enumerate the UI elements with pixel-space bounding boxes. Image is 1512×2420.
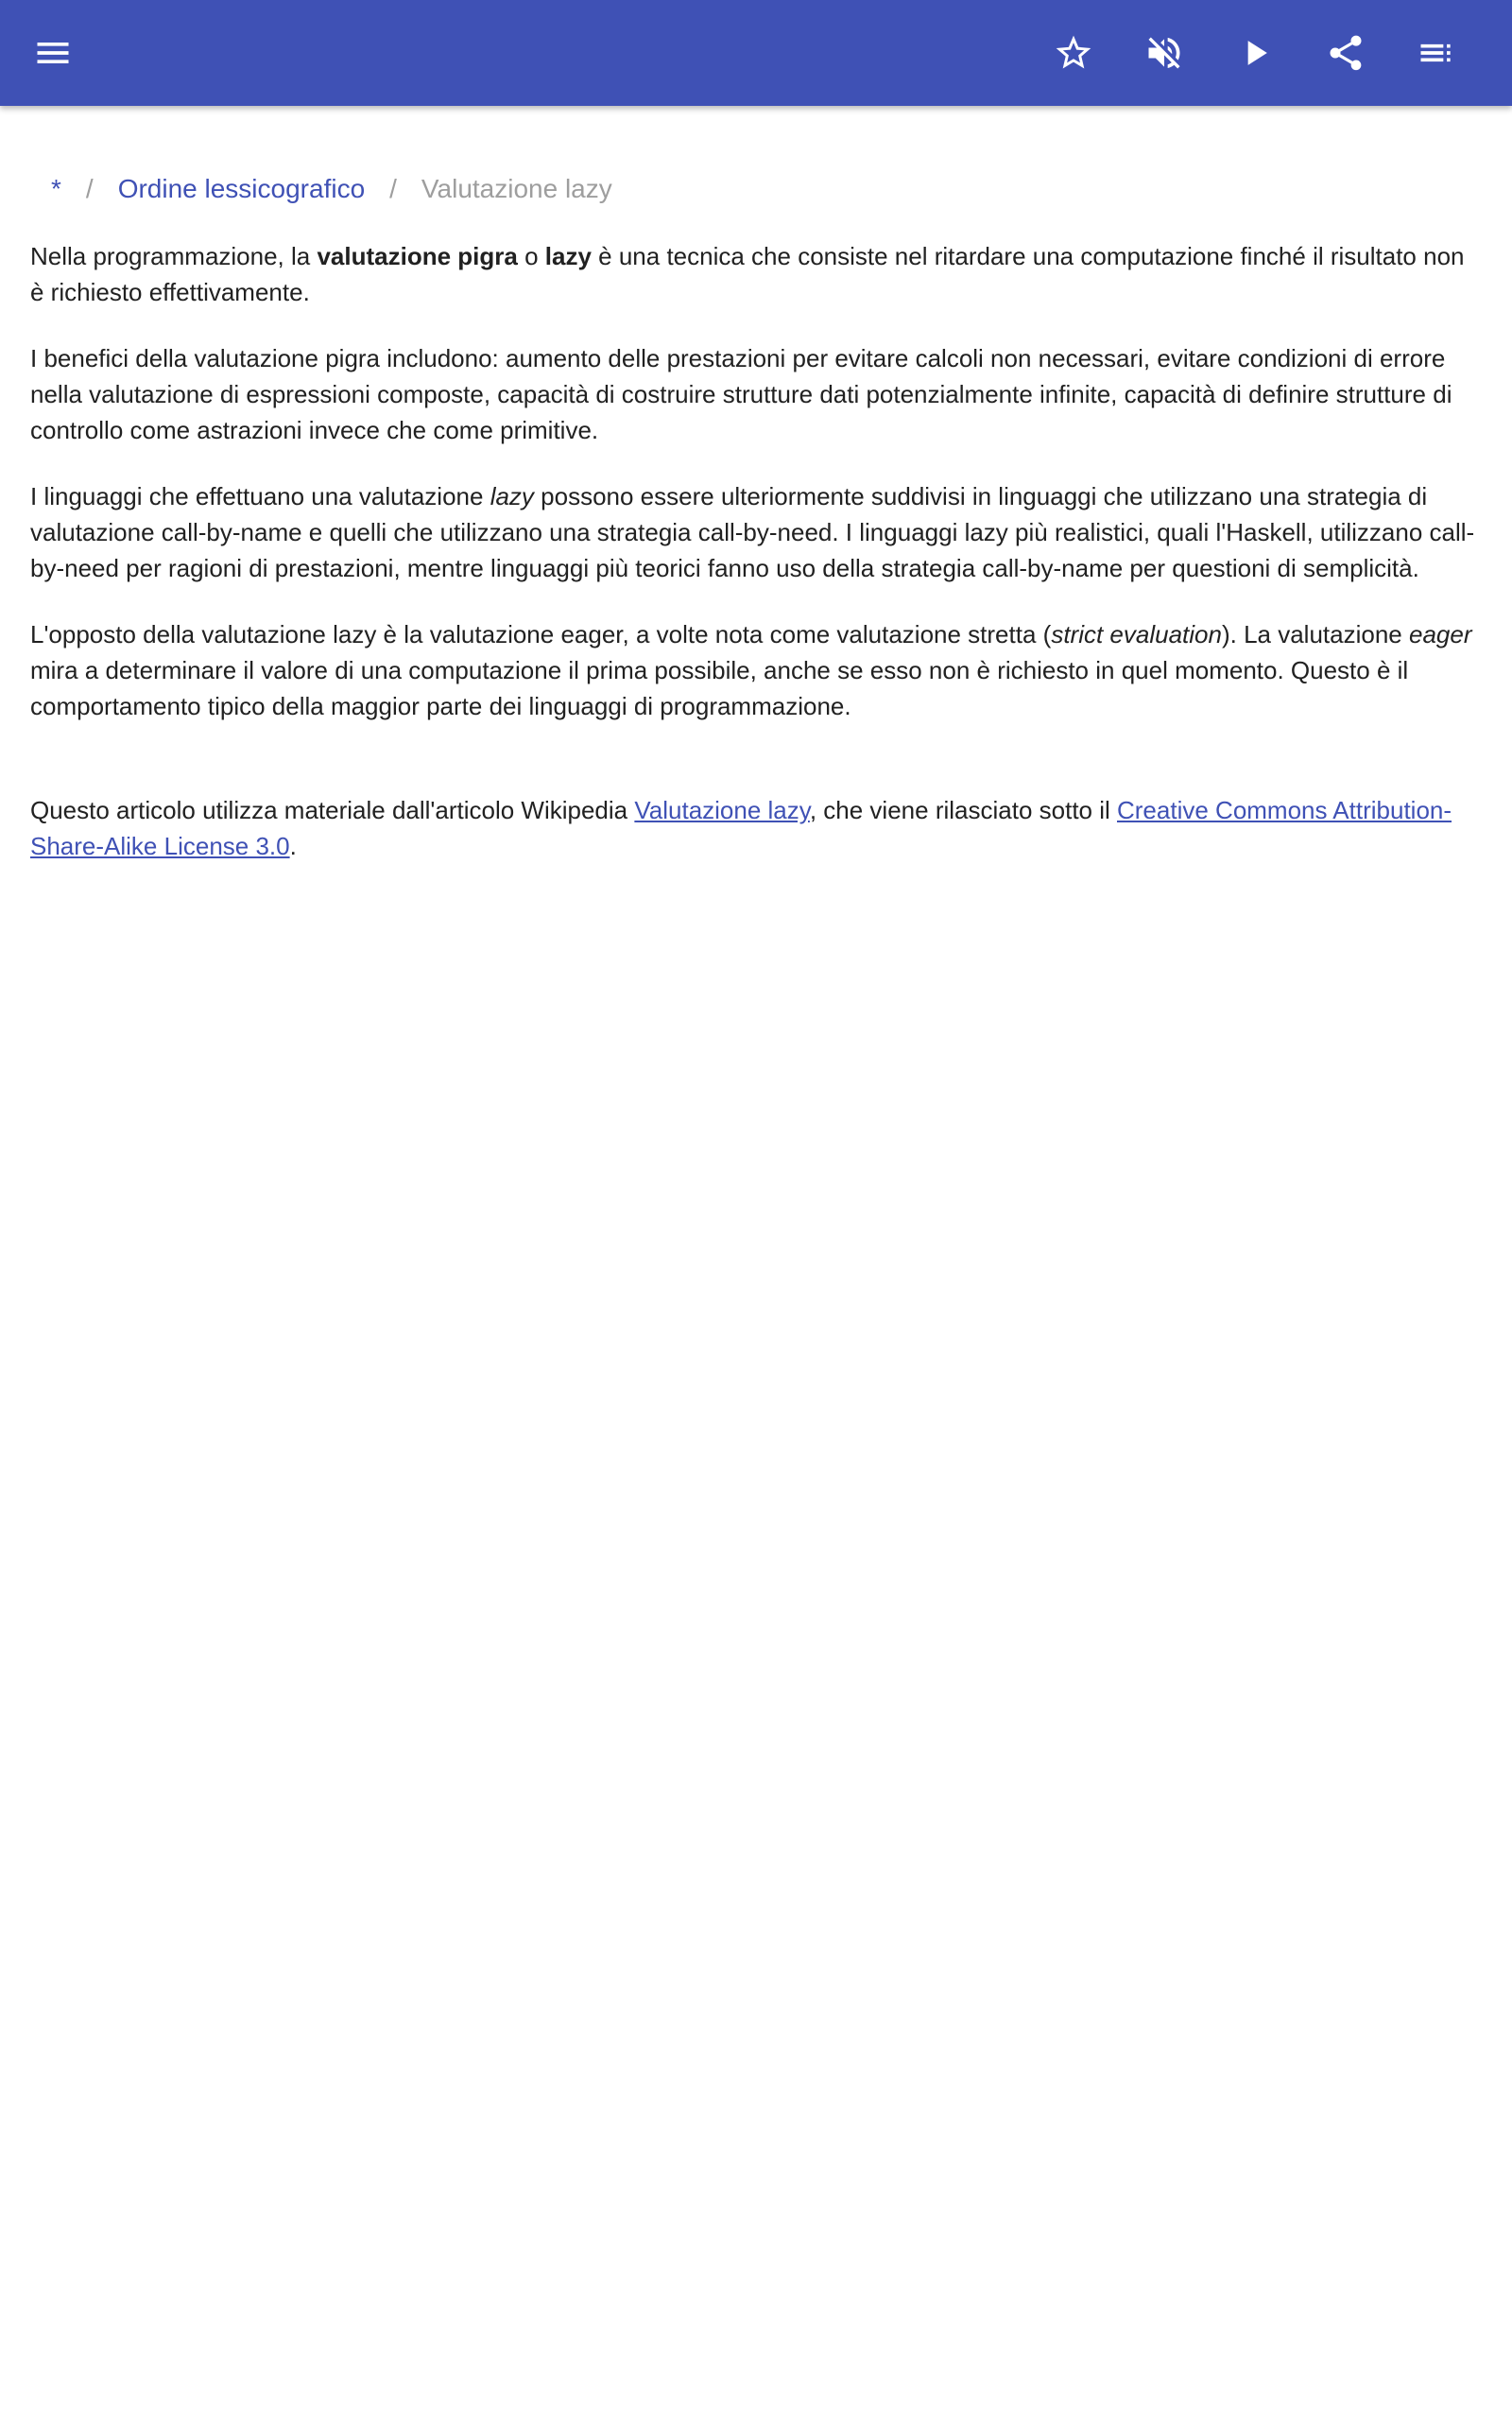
paragraph-4	[30, 616, 1482, 724]
content-area	[30, 106, 1482, 894]
paragraph-text: è una tecnica che consiste nel ritardare una computazione finché il risultato non è richiesto effettivamente.	[30, 242, 1465, 306]
license-link[interactable]: Creative Commons Attribution-Share-Alike License 3.0	[30, 796, 1452, 860]
play-icon	[1234, 32, 1276, 74]
attribution-text: , che viene rilasciato sotto il	[809, 796, 1117, 824]
paragraph-3	[30, 478, 1482, 586]
play-button[interactable]	[1221, 19, 1289, 87]
wikipedia-article-link[interactable]: Valutazione lazy	[634, 796, 810, 824]
app-bar	[0, 0, 1512, 106]
breadcrumb	[30, 168, 1482, 210]
attribution-text: .	[289, 832, 297, 860]
paragraph-text: Nella programmazione, la	[30, 242, 318, 270]
breadcrumb-root[interactable]: *	[51, 174, 61, 203]
favorite-button[interactable]	[1040, 19, 1108, 87]
menu-icon	[32, 32, 74, 74]
article-body	[30, 238, 1482, 864]
volume-off-icon	[1143, 32, 1185, 74]
italic-term: strict evaluation	[1051, 620, 1222, 648]
attribution-text: Questo articolo utilizza materiale dall'articolo Wikipedia	[30, 796, 635, 824]
paragraph-text: I linguaggi che effettuano una valutazione	[30, 482, 490, 510]
paragraph-2: I benefici della valutazione pigra includono: aumento delle prestazioni per evitare calcoli non necessari, evitare condizioni di errore nella valutazione di espressioni composte, capacità di costruire strutture dati potenzialmente infinite, capacità di definire strutture di controllo come astrazioni invece che come primitive.	[30, 344, 1452, 444]
bold-term: valutazione pigra	[317, 242, 518, 270]
attribution	[30, 792, 1482, 864]
paragraph-text: possono essere ulteriormente suddivisi in linguaggi che utilizzano una strategia di valutazione call-by-name e quelli che utilizzano una strategia call-by-need. I linguaggi lazy più realistici, quali l'Haskell, utilizzano call-by-need per ragioni di prestazioni, mentre linguaggi più teorici fanno uso della strategia call-by-name per questioni di semplicità.	[30, 482, 1475, 582]
star-outline-icon	[1053, 32, 1094, 74]
bold-term: lazy	[544, 242, 592, 270]
share-button[interactable]	[1312, 19, 1380, 87]
paragraph-text: o	[517, 242, 545, 270]
italic-term: lazy	[490, 482, 534, 510]
breadcrumb-separator: /	[389, 174, 397, 203]
breadcrumb-current: Valutazione lazy	[421, 174, 612, 203]
breadcrumb-separator: /	[85, 174, 94, 203]
paragraph-text: mira a determinare il valore di una computazione il prima possibile, anche se esso non è richiesto in quel momento. Questo è il comportamento tipico della maggior parte dei linguaggi di programmazione.	[30, 656, 1409, 720]
paragraph-text: L'opposto della valutazione lazy è la valutazione eager, a volte nota come valutazione stretta (	[30, 620, 1052, 648]
mute-button[interactable]	[1130, 19, 1198, 87]
playlist-button[interactable]	[1402, 19, 1470, 87]
playlist-icon	[1416, 32, 1457, 74]
paragraph-1	[30, 238, 1482, 310]
menu-button[interactable]	[19, 19, 87, 87]
paragraph-text: ). La valutazione	[1221, 620, 1409, 648]
breadcrumb-parent[interactable]: Ordine lessicografico	[117, 174, 366, 203]
italic-term: eager	[1408, 620, 1472, 648]
share-icon	[1325, 32, 1366, 74]
